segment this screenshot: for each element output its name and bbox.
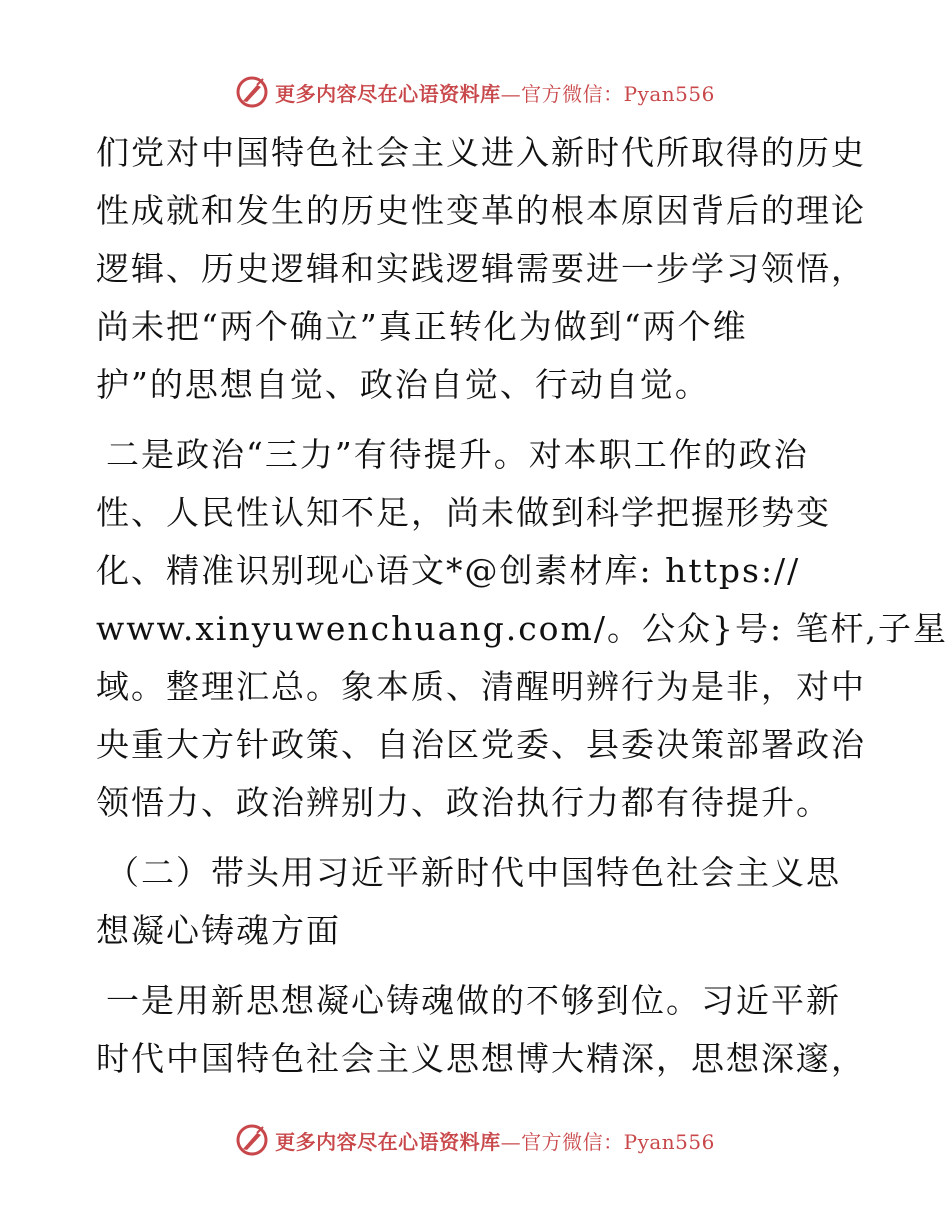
body-line: 性成就和发生的历史性变革的根本原因背后的理论 xyxy=(96,191,866,230)
footer-watermark xyxy=(0,1120,950,1160)
paragraph-line: www.xinyuwenchuang.com/。公众}号: 笔杆,子星 xyxy=(96,609,949,648)
document-body xyxy=(96,124,949,1088)
paragraph-line: 性、人民性认知不足，尚未做到科学把握形势变 xyxy=(96,493,831,532)
paragraph-line: 化、精准识别现心语文*@创素材库: https:// xyxy=(96,551,801,590)
body-line: 护”的思想自觉、政治自觉、行动自觉。 xyxy=(96,365,710,404)
paragraph-line: 二是政治“三力”有待提升。对本职工作的政治 xyxy=(106,435,809,474)
watermark-site: 更多内容尽在心语资料库 xyxy=(275,81,501,106)
quill-logo-icon xyxy=(235,1123,269,1157)
watermark-text xyxy=(275,1126,715,1155)
paragraph-line: 一是用新思想凝心铸魂做的不够到位。习近平新 xyxy=(106,981,841,1020)
watermark-site: 更多内容尽在心语资料库 xyxy=(275,1129,501,1154)
watermark-separator: — xyxy=(500,81,522,106)
watermark-separator: — xyxy=(500,1129,522,1154)
paragraph-line: 央重大方针政策、自治区党委、县委决策部署政治 xyxy=(96,725,866,764)
header-watermark xyxy=(0,72,950,112)
paragraph-line: 领悟力、政治辨别力、政治执行力都有待提升。 xyxy=(96,783,831,822)
body-line: 们党对中国特色社会主义进入新时代所取得的历史 xyxy=(96,133,866,172)
body-line: 尚未把“两个确立”真正转化为做到“两个维 xyxy=(96,307,748,346)
watermark-wechat: 官方微信：Pyan556 xyxy=(521,1129,715,1154)
watermark-wechat: 官方微信：Pyan556 xyxy=(521,81,715,106)
body-line: 逻辑、历史逻辑和实践逻辑需要进一步学习领悟， xyxy=(96,249,866,288)
section-heading-line: 想凝心铸魂方面 xyxy=(96,911,341,950)
section-heading-line: （二）带头用习近平新时代中国特色社会主义思 xyxy=(106,853,841,892)
paragraph-line: 时代中国特色社会主义思想博大精深，思想深邃， xyxy=(96,1039,866,1078)
watermark-text xyxy=(275,78,715,107)
quill-logo-icon xyxy=(235,75,269,109)
paragraph-line: 域。整理汇总。象本质、清醒明辨行为是非，对中 xyxy=(96,667,866,706)
